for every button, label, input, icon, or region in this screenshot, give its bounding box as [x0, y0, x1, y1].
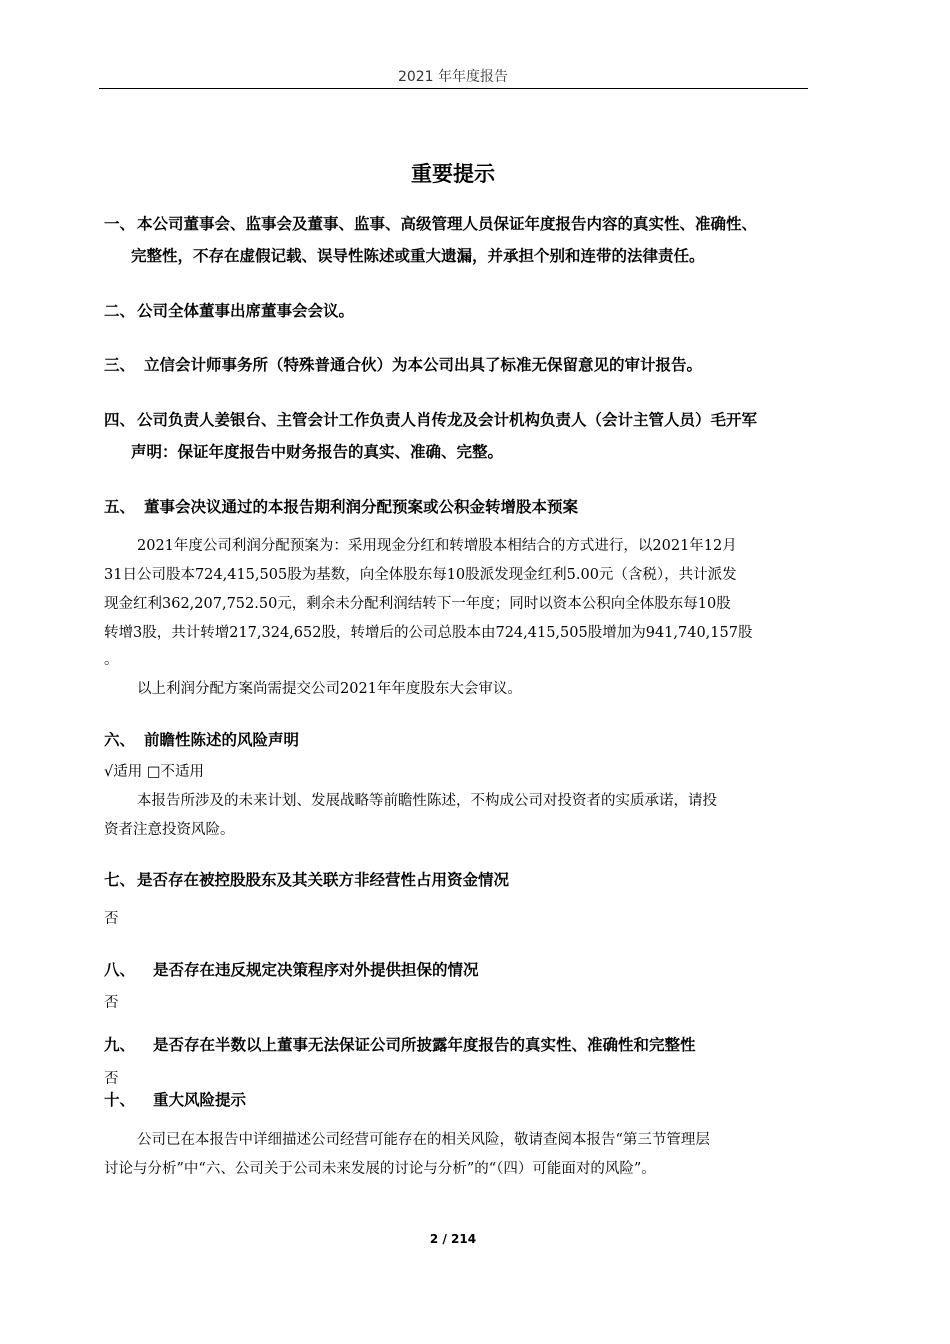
- section-6-line-2: 资者注意投资风险。: [104, 822, 235, 838]
- section-5-paragraph-line: 转增3股，共计转增217,324,652股，转增后的公司总股本由724,415,505股增加为941,740,157股: [104, 625, 753, 641]
- section-5-paragraph-line: 31日公司股本724,415,505股为基数，向全体股东每10股派发现金红利5.00元（含税），共计派发: [104, 567, 737, 583]
- section-1-line-2: 完整性，不存在虚假记载、误导性陈述或重大遗漏，并承担个别和连带的法律责任。: [131, 247, 705, 265]
- section-5-paragraph-line: 2021年度公司利润分配预案为：采用现金分红和转增股本相结合的方式进行，以2021年12月: [137, 538, 737, 554]
- section-7-heading: 是否存在被控股股东及其关联方非经营性占用资金情况: [137, 871, 510, 889]
- section-1-number: 一、: [104, 215, 136, 233]
- running-header: 2021 年年度报告: [397, 69, 509, 85]
- section-6-heading: 前瞻性陈述的风险声明: [144, 731, 300, 749]
- page-number: 2 / 214: [429, 1232, 477, 1246]
- page-title: 重要提示: [411, 162, 495, 186]
- section-8-answer: 否: [104, 995, 119, 1011]
- section-9-number: 九、: [104, 1036, 136, 1054]
- section-7-answer: 否: [104, 911, 119, 927]
- section-4-line-2: 声明：保证年度报告中财务报告的真实、准确、完整。: [131, 443, 504, 461]
- section-10-heading: 重大风险提示: [153, 1091, 247, 1109]
- section-3-text: 立信会计师事务所（特殊普通合伙）为本公司出具了标准无保留意见的审计报告。: [144, 356, 703, 374]
- section-5-number: 五、: [104, 498, 136, 516]
- section-10-number: 十、: [104, 1091, 136, 1109]
- applicability-options: √适用 □不适用: [104, 764, 205, 780]
- section-5-heading: 董事会决议通过的本报告期利润分配预案或公积金转增股本预案: [144, 498, 579, 516]
- section-8-heading: 是否存在违反规定决策程序对外提供担保的情况: [153, 961, 479, 979]
- section-8-number: 八、: [104, 961, 136, 979]
- section-1-line-1: 本公司董事会、监事会及董事、监事、高级管理人员保证年度报告内容的真实性、准确性、: [137, 215, 758, 233]
- section-5-paragraph-line: 。: [104, 652, 119, 668]
- section-2-number: 二、: [104, 302, 136, 320]
- section-10-line-2: 讨论与分析”中“六、公司关于公司未来发展的讨论与分析”的“（四）可能面对的风险”。: [104, 1161, 656, 1177]
- section-4-line-1: 公司负责人姜银台、主管会计工作负责人肖传龙及会计机构负责人（会计主管人员）毛开军: [137, 411, 758, 429]
- section-2-text: 公司全体董事出席董事会会议。: [137, 302, 355, 320]
- section-3-number: 三、: [104, 356, 136, 374]
- section-9-answer: 否: [104, 1071, 119, 1087]
- section-6-number: 六、: [104, 731, 136, 749]
- section-4-number: 四、: [104, 411, 136, 429]
- header-divider: [99, 88, 808, 89]
- section-10-line-1: 公司已在本报告中详细描述公司经营可能存在的相关风险，敬请查阅本报告“第三节管理层: [137, 1132, 710, 1148]
- section-9-heading: 是否存在半数以上董事无法保证公司所披露年度报告的真实性、准确性和完整性: [153, 1036, 696, 1054]
- section-6-line-1: 本报告所涉及的未来计划、发展战略等前瞻性陈述，不构成公司对投资者的实质承诺，请投: [137, 793, 717, 809]
- section-7-number: 七、: [104, 871, 136, 889]
- section-5-paragraph-line: 现金红利362,207,752.50元，剩余未分配利润结转下一年度；同时以资本公积向全体股东每10股: [104, 596, 731, 612]
- section-5-note: 以上利润分配方案尚需提交公司2021年年度股东大会审议。: [137, 681, 522, 697]
